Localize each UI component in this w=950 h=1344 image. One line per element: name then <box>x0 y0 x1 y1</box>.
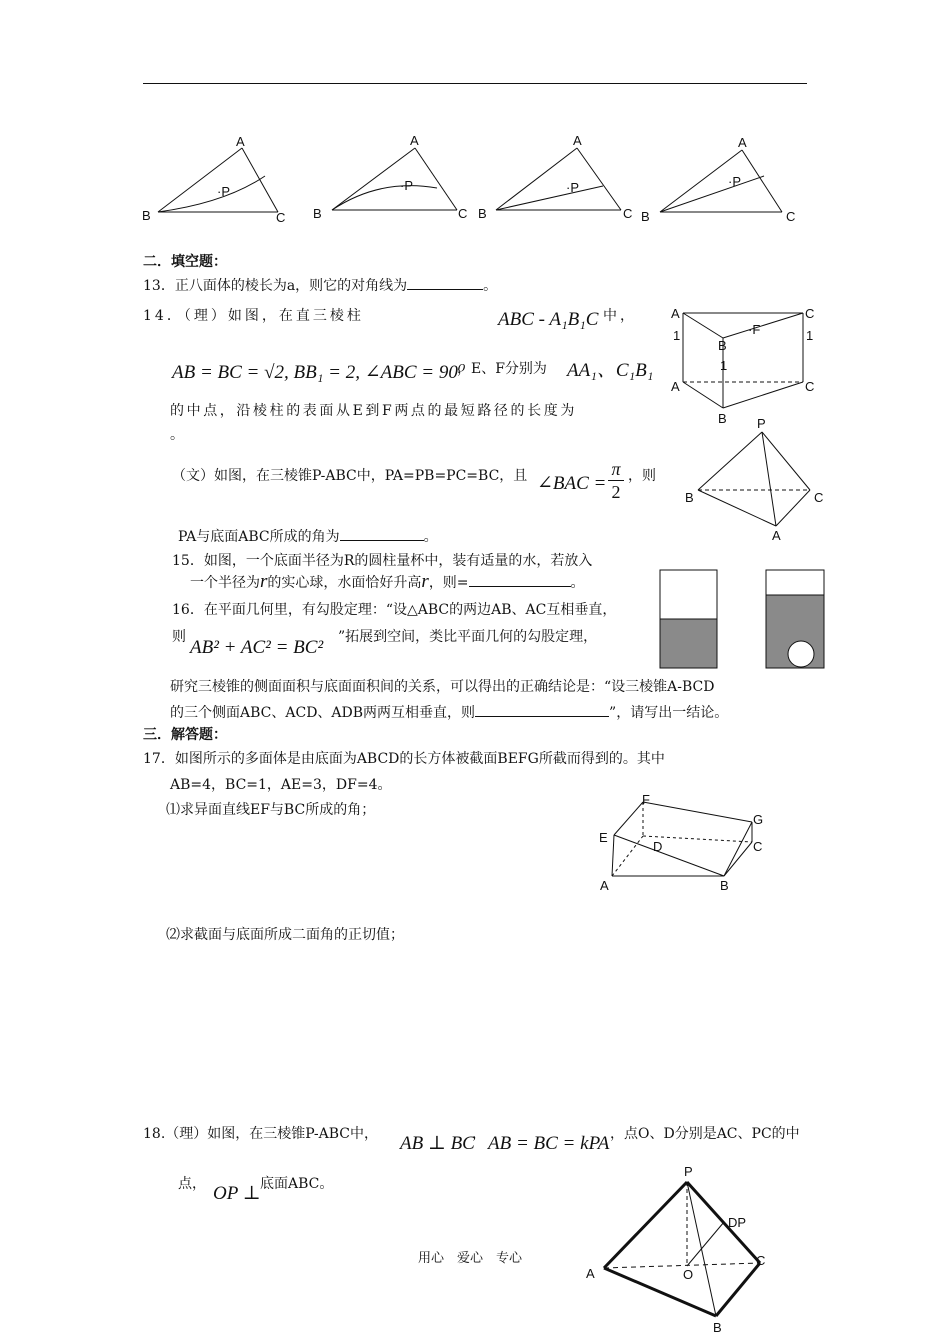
pyramid-label-a: A <box>772 528 781 543</box>
triangle-figure-1 <box>142 134 285 225</box>
fig2-label-b: B <box>313 206 322 221</box>
prism-label-c1-sub: 1 <box>806 328 814 343</box>
pyramid-label-b: B <box>685 490 694 505</box>
q14-line2-math2: AA₁、C₁B₁ <box>567 360 654 381</box>
poly-label-e: E <box>599 830 608 845</box>
q14w-frac-num: π <box>611 459 621 479</box>
q17-line1: 17．如图所示的多面体是由底面为ABCD的长方体被截面BEFG所截而得到的。其中 <box>143 751 665 767</box>
cup-left-water <box>660 619 717 668</box>
polyhedron-figure <box>592 790 772 896</box>
prism-label-b1: B <box>718 338 727 353</box>
q18-sep: ， <box>472 1126 486 1142</box>
q16-line2-math: AB² + AC² = BC² <box>190 637 324 658</box>
prism-label-c1: C <box>805 306 815 321</box>
section3-title: 三．解答题： <box>143 727 227 743</box>
q14-line1 <box>143 306 364 326</box>
q13-end: 。 <box>483 278 498 294</box>
q14-line4: 。 <box>170 427 184 443</box>
pyramid-figure-18 <box>580 1160 780 1340</box>
poly-label-d: D <box>653 839 663 854</box>
q18-line2a: 点， <box>178 1176 206 1192</box>
p18-label-a: A <box>586 1266 595 1281</box>
q17-line2: AB=4，BC=1，AE=3，DF=4。 <box>170 777 392 793</box>
q18-math1: AB ⊥ BC <box>400 1133 475 1154</box>
page-footer: 用心 爱心 专心 <box>418 1251 523 1266</box>
header-rule <box>143 83 807 84</box>
fig3-label-b: B <box>478 206 487 221</box>
prism-label-a1-sub: 1 <box>673 328 681 343</box>
fig3-label-a: A <box>573 133 582 148</box>
fig1-label-a: A <box>236 134 245 149</box>
prism-label-a1: A <box>671 306 680 321</box>
pyramid-figure <box>680 414 830 544</box>
q14-line1-math: ABC - A₁B₁C <box>498 309 599 330</box>
fig2-label-a: A <box>410 133 419 148</box>
q15-line2c: ，则= <box>428 575 469 591</box>
solid-ball <box>788 641 814 667</box>
q16-line2a: 则 <box>172 629 186 645</box>
q16-line3: 研究三棱锥的侧面面积与底面面积间的关系，可以得出的正确结论是：“设三棱锥A-BCD <box>170 679 715 695</box>
section2-title: 二．填空题： <box>143 254 227 270</box>
q15-line1: 15．如图，一个底面半径为R的圆柱量杯中，装有适量的水，若放入 <box>172 553 593 569</box>
q14w-text1: （文）如图，在三棱锥P-ABC中，PA=PB=PC=BC，且 <box>172 468 528 484</box>
q15-blank <box>469 572 571 587</box>
p18-label-dp: DP <box>728 1215 747 1230</box>
q18-math2: AB = BC = kPA <box>488 1133 610 1154</box>
q18-line2b: 底面ABC。 <box>260 1176 334 1192</box>
fig1-label-b: B <box>142 208 151 223</box>
triangle-figure-2 <box>313 133 467 221</box>
fig4-label-c: C <box>786 209 796 224</box>
q17-p2: ⑵求截面与底面所成二面角的正切值； <box>166 927 404 943</box>
fig4-label-p: ·P <box>728 174 741 189</box>
q18-line1a: 18.（理）如图，在三棱锥P-ABC中， <box>143 1126 379 1142</box>
prism-figure <box>665 298 825 428</box>
triangle-figure-3 <box>478 133 632 221</box>
prism-label-c: C <box>805 379 815 394</box>
p18-label-b: B <box>713 1320 722 1335</box>
prism-label-f: ·F <box>748 322 761 337</box>
q14w-blank <box>340 526 424 541</box>
cylinder-cups <box>658 568 830 672</box>
pyramid-label-p: P <box>757 416 766 431</box>
triangle-figures <box>130 128 810 228</box>
q15-end: 。 <box>570 575 585 591</box>
poly-label-c: C <box>753 839 763 854</box>
fig4-label-a: A <box>738 135 747 150</box>
fig3-label-p: ·P <box>566 180 579 195</box>
fig1-label-c: C <box>276 210 286 225</box>
fig2-label-c: C <box>458 206 468 221</box>
q14w-fraction <box>606 458 626 503</box>
p18-label-p: P <box>684 1164 693 1179</box>
triangle-figure-4 <box>641 135 795 224</box>
q16-blank <box>475 702 609 717</box>
q16-line2b: ”拓展到空间，类比平面几何的勾股定理， <box>338 629 598 645</box>
q14-line1-suffix: 中， <box>603 308 637 324</box>
fig3-label-c: C <box>623 206 633 221</box>
q14-line2-text: ，E、F分别为 <box>457 361 547 377</box>
prism-label-b: B <box>718 411 727 426</box>
q14w-text2: ，则 <box>628 468 656 484</box>
poly-label-f: F <box>642 792 650 807</box>
q15-line2a: 一个半径为 <box>190 575 260 591</box>
q15-r1: r <box>260 571 268 592</box>
fig2-label-p: ·P <box>400 178 413 193</box>
poly-label-a: A <box>600 878 609 893</box>
q14-line1-prefix: 14．（理）如图，在直三棱柱 <box>143 308 364 324</box>
q16-line4b: ”，请写出一结论。 <box>609 705 729 721</box>
q16-line1: 16．在平面几何里，有勾股定理：“设△ABC的两边AB、AC互相垂直， <box>172 602 617 618</box>
prism-label-b1-sub: 1 <box>720 358 728 373</box>
poly-label-g: G <box>753 812 764 827</box>
p18-label-c: C <box>756 1253 766 1268</box>
q14-line2-math: AB = BC = √2, BB₁ = 2, ∠ABC = 90⁰ <box>172 362 466 383</box>
poly-label-b: B <box>720 878 729 893</box>
q13-blank <box>407 275 483 290</box>
q14w-end: 。 <box>423 529 438 545</box>
pyramid-label-c: C <box>814 490 824 505</box>
q15-r2: r <box>421 571 429 592</box>
q14w-line2 <box>178 526 438 547</box>
q15-line2 <box>190 572 585 593</box>
prism-label-a: A <box>671 379 680 394</box>
q14w-line2-text: PA与底面ABC所成的角为 <box>178 529 340 545</box>
q13 <box>143 275 497 296</box>
q18-math3: OP ⊥ <box>213 1183 261 1204</box>
q14-line3: 的中点，沿棱柱的表面从E到F两点的最短路径的长度为 <box>170 403 577 419</box>
q16-line4 <box>170 702 728 723</box>
fig1-label-p: ·P <box>217 184 230 199</box>
q18-line1b: ，点O、D分别是AC、PC的中 <box>610 1126 800 1142</box>
q13-text: 13．正八面体的棱长为a，则它的对角线为 <box>143 278 408 294</box>
q16-line4a: 的三个侧面ABC、ACD、ADB两两互相垂直，则 <box>170 705 476 721</box>
q14w-math: ∠BAC = <box>537 473 607 494</box>
fig4-label-b: B <box>641 209 650 224</box>
q15-line2b: 的实心球，水面恰好升高 <box>267 575 422 591</box>
q17-p1: ⑴求异面直线EF与BC所成的角； <box>166 802 376 818</box>
q14w-frac-den: 2 <box>611 482 621 502</box>
p18-label-o: O <box>683 1267 694 1282</box>
